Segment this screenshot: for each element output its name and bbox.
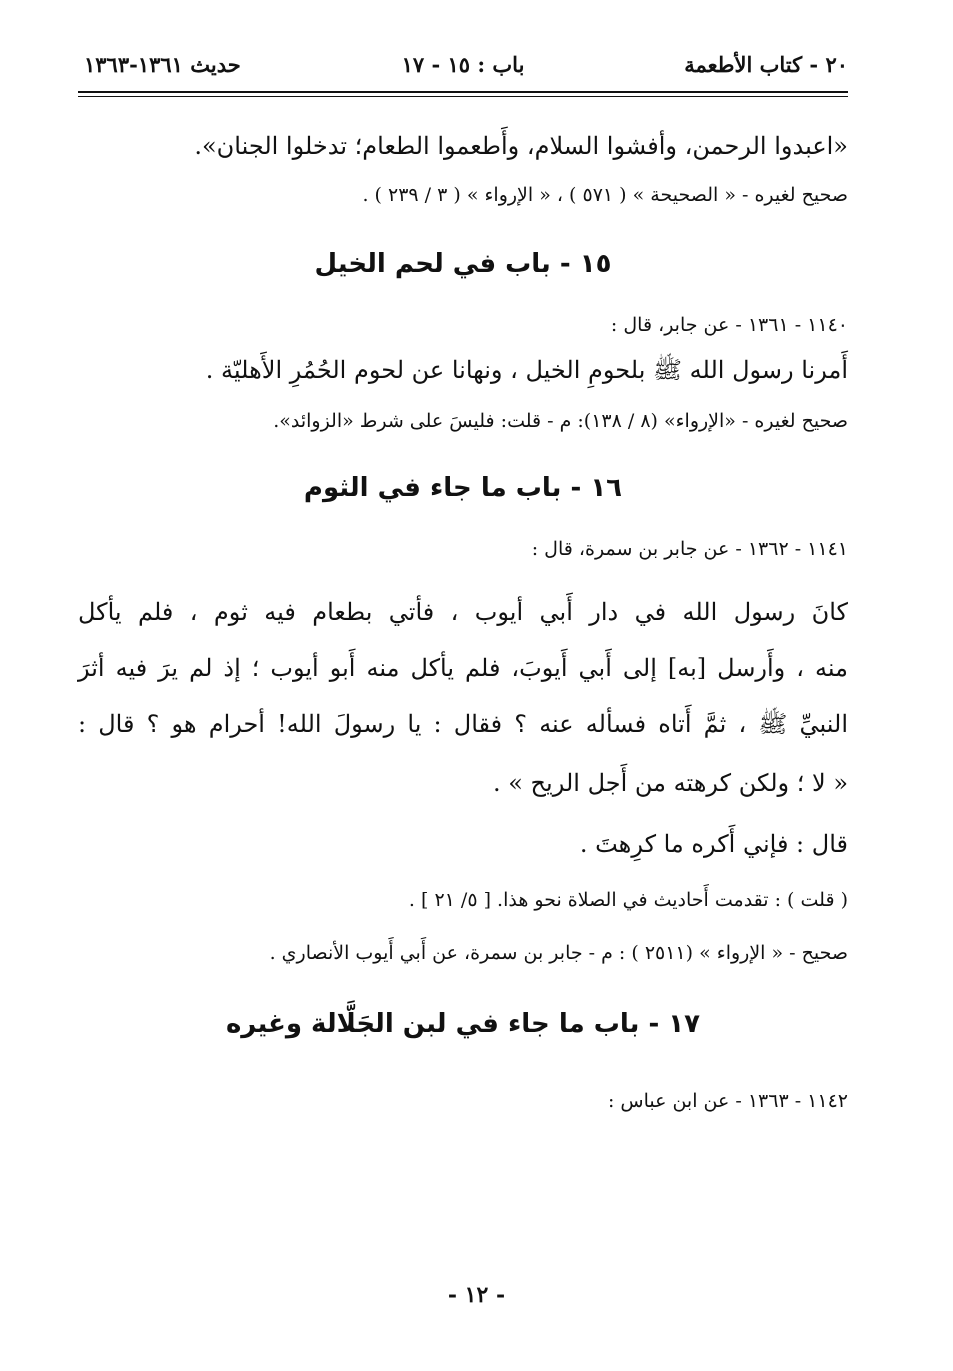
header-rule-thick xyxy=(78,91,848,93)
hadith-grade: صحيح - « الإرواء » (٢٥١١ ) : م - جابر بن سمرة، عن أَبي أَيوب الأنصاري . xyxy=(269,942,848,964)
section-heading-17: ١٧ - باب ما جاء في لبن الجَلَّالة وغيره xyxy=(225,1009,701,1039)
hadith-quote: « لا ؛ ولكن كرهته من أَجل الريح » . xyxy=(492,769,848,797)
hadith-range: حديث ١٣٦١-١٣٦٣ xyxy=(84,52,241,77)
hadith-text-line: النبيِّ ﷺ ، ثمَّ أَتاه فسأله عنه ؟ فقال : يا رسولَ الله! أحرام هو ؟ قال : xyxy=(78,710,848,738)
hadith-isnad: ١١٤١ - ١٣٦٢ - عن جابر بن سمرة، قال : xyxy=(531,538,848,560)
running-header xyxy=(78,52,848,86)
hadith-isnad: ١١٤٢ - ١٣٦٣ - عن ابن عباس : xyxy=(607,1090,848,1112)
hadith-text-line: كانَ رسول الله في دار أَبي أيوب ، فأتي بطعام فيه ثوم ، فلم يأكل xyxy=(78,598,848,626)
hadith-text-line: منه ، وأَرسل [به] إلى أَبي أَيوبَ، فلم يأكل منه أَبو أيوب ؛ إذ لم يرَ فيه أثرَ xyxy=(78,654,848,682)
hadith-reply: قال : فإني أَكره ما كرِهتَ . xyxy=(579,830,848,858)
header-rule-thin xyxy=(78,96,848,97)
hadith-text: «اعبدوا الرحمن، وأفشوا السلام، وأَطعموا الطعام؛ تدخلوا الجنان». xyxy=(194,132,848,160)
section-range: باب : ١٥ - ١٧ xyxy=(401,52,525,77)
hadith-text: أَمرنا رسول الله ﷺ بلحومِ الخيل ، ونهانا عن لحوم الحُمُرِ الأَهليّة . xyxy=(205,356,848,384)
hadith-grade: صحيح لغيره - «الإرواء» (٨ / ١٣٨): م - قلت: فليسَ على شرط «الزوائد». xyxy=(273,410,848,432)
chapter-title: ٢٠ - كتاب الأطعمة xyxy=(684,52,848,77)
page-body xyxy=(78,124,848,1116)
page-number: - ١٢ - xyxy=(447,1282,506,1308)
hadith-isnad: ١١٤٠ - ١٣٦١ - عن جابر، قال : xyxy=(610,314,848,336)
section-heading-15: ١٥ - باب في لحم الخيل xyxy=(314,249,612,279)
hadith-grade: صحيح لغيره - « الصحيحة » ( ٥٧١ ) ، « الإرواء » ( ٣ / ٢٣٩ ) . xyxy=(362,184,848,206)
editor-note: ( قلت ) : تقدمت أَحاديث في الصلاة نحو هذا. [ ٥/ ٢١ ] . xyxy=(408,889,848,911)
section-heading-16: ١٦ - باب ما جاء في الثوم xyxy=(303,473,623,503)
